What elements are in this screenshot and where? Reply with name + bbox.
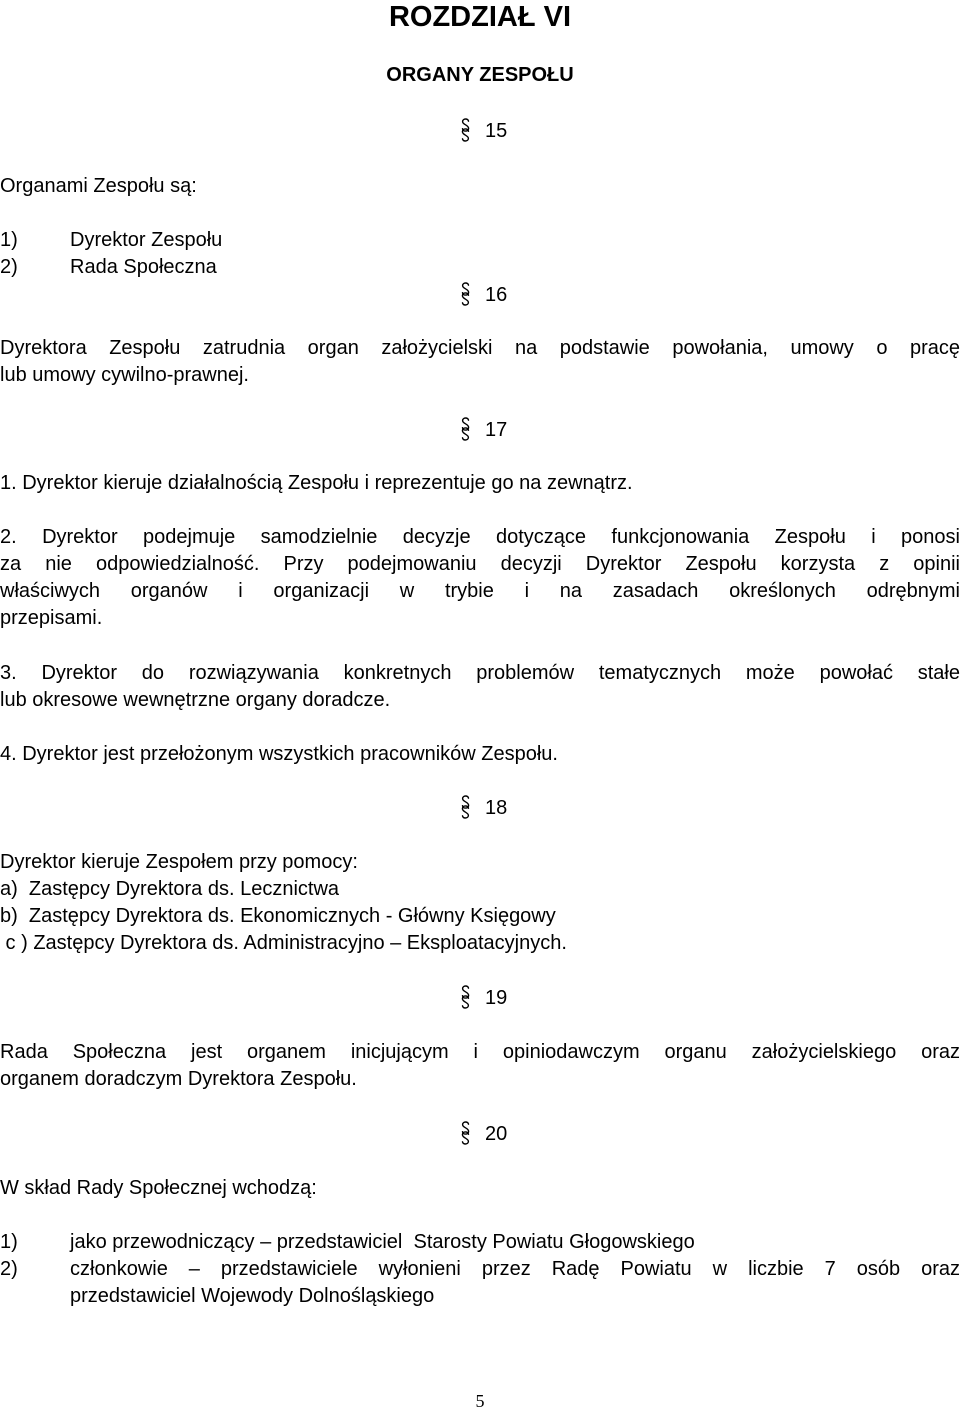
section-17-point-2-line: 2. Dyrektor podejmuje samodzielnie decyzje dotyczące funkcjonowania Zespołu i ponosi <box>0 526 960 548</box>
list-item-text: jako przewodniczący – przedstawiciel Starosty Powiatu Głogowskiego <box>70 1231 695 1253</box>
section-number: 15 <box>485 120 508 142</box>
section-sign-icon <box>461 417 470 441</box>
section-17-point-4: 4. Dyrektor jest przełożonym wszystkich pracowników Zespołu. <box>0 743 558 765</box>
section-sign-icon <box>461 795 470 819</box>
section-16-line: lub umowy cywilno-prawnej. <box>0 364 249 386</box>
section-19-line: organem doradczym Dyrektora Zespołu. <box>0 1068 357 1090</box>
chapter-subtitle: ORGANY ZESPOŁU <box>386 64 574 86</box>
section-20-intro: W skład Rady Społecznej wchodzą: <box>0 1177 317 1199</box>
section-17-point-1: 1. Dyrektor kieruje działalnością Zespołu i reprezentuje go na zewnątrz. <box>0 472 633 494</box>
list-item-text: przedstawiciel Wojewody Dolnośląskiego <box>70 1285 435 1307</box>
section-16-heading <box>461 282 507 309</box>
list-item-text: Dyrektor Zespołu <box>70 229 223 251</box>
list-item-text: Rada Społeczna <box>70 256 217 278</box>
section-15-intro: Organami Zespołu są: <box>0 175 197 197</box>
list-item-text: członkowie – przedstawiciele wyłonieni przez Radę Powiatu w liczbie 7 osób oraz <box>70 1258 960 1280</box>
section-15-heading <box>461 118 507 145</box>
section-17-point-2-line: właściwych organów i organizacji w trybie i na zasadach określonych odrębnymi <box>0 580 960 602</box>
page-number: 5 <box>475 1391 485 1411</box>
list-item: c ) Zastępcy Dyrektora ds. Administracyjno – Eksploatacyjnych. <box>0 932 567 954</box>
list-item <box>0 227 400 254</box>
section-16-line: Dyrektora Zespołu zatrudnia organ założycielski na podstawie powołania, umowy o pracę <box>0 337 960 359</box>
section-19-heading <box>461 985 507 1012</box>
section-17-point-3-line: lub okresowe wewnętrzne organy doradcze. <box>0 689 391 711</box>
list-item: b) Zastępcy Dyrektora ds. Ekonomicznych - Główny Księgowy <box>0 905 556 927</box>
section-sign-icon <box>461 985 470 1009</box>
section-number: 16 <box>485 284 508 306</box>
section-sign-icon <box>461 1121 470 1145</box>
list-item: a) Zastępcy Dyrektora ds. Lecznictwa <box>0 878 340 900</box>
section-20-heading <box>461 1121 507 1148</box>
section-sign-icon <box>461 282 470 306</box>
section-number: 17 <box>485 419 508 441</box>
section-17-point-3-line: 3. Dyrektor do rozwiązywania konkretnych problemów tematycznych może powołać stałe <box>0 662 960 684</box>
list-item-number: 1) <box>0 1231 18 1253</box>
section-number: 18 <box>485 797 508 819</box>
section-17-point-2-line: za nie odpowiedzialność. Przy podejmowaniu decyzji Dyrektor Zespołu korzysta z opinii <box>0 553 960 575</box>
section-number: 19 <box>485 987 508 1009</box>
chapter-title: ROZDZIAŁ VI <box>388 1 572 33</box>
section-17-heading <box>461 417 507 444</box>
section-18-heading <box>461 795 507 822</box>
list-item-number: 1) <box>0 229 18 251</box>
list-item-number: 2) <box>0 256 18 278</box>
list-item <box>0 1256 960 1310</box>
section-sign-icon <box>461 118 470 142</box>
list-item-number: 2) <box>0 1258 18 1280</box>
list-item <box>0 1229 960 1256</box>
section-19-line: Rada Społeczna jest organem inicjującym i opiniodawczym organu założycielskiego oraz <box>0 1041 960 1063</box>
section-18-intro: Dyrektor kieruje Zespołem przy pomocy: <box>0 851 358 873</box>
list-item <box>0 254 400 281</box>
section-17-point-2-line: przepisami. <box>0 607 103 629</box>
section-number: 20 <box>485 1123 508 1145</box>
